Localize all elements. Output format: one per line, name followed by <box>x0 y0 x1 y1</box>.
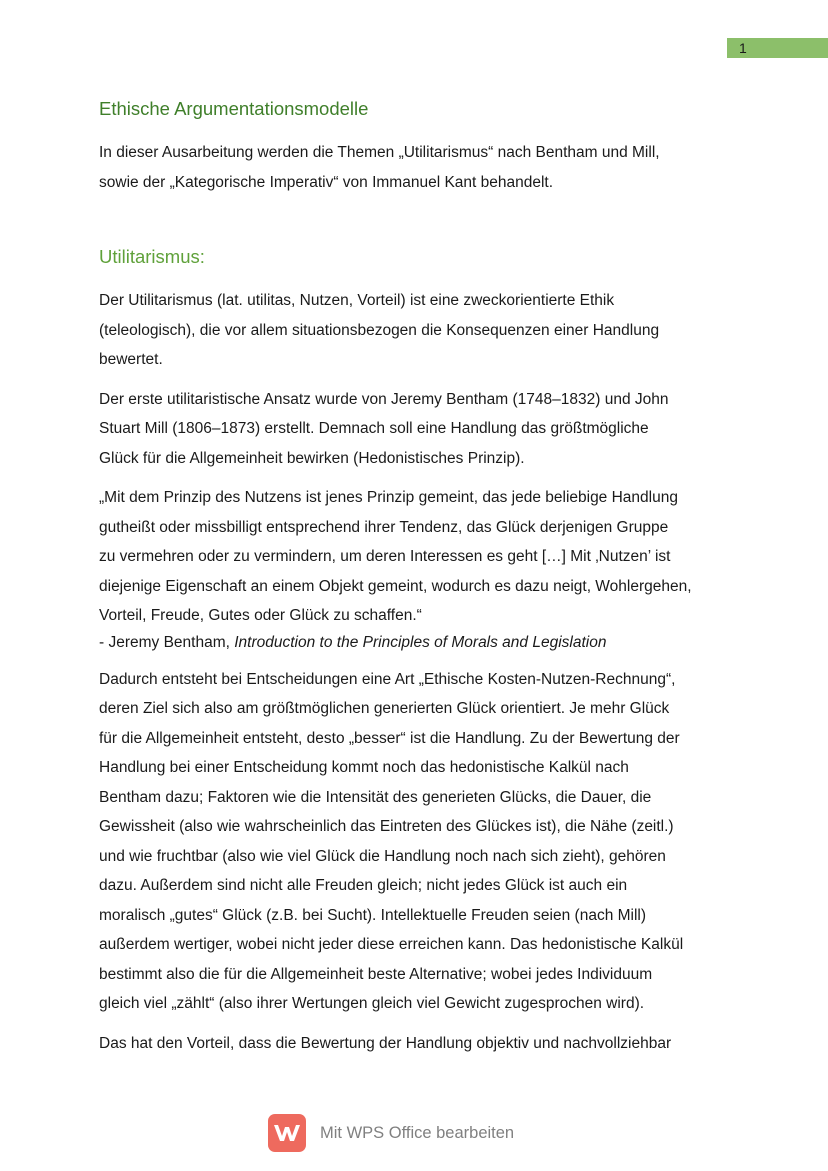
paragraph-calculus <box>99 665 735 1019</box>
text-line: bewertet. <box>99 351 163 368</box>
text-line: deren Ziel sich also am größtmöglichen generierten Glück orientiert. Je mehr Glück <box>99 700 670 717</box>
page-number: 1 <box>739 40 747 56</box>
document-body <box>99 96 735 1058</box>
text-line: Bentham dazu; Faktoren wie die Intensität des generieten Glücks, die Dauer, die <box>99 788 652 806</box>
intro-paragraph <box>99 138 735 197</box>
paragraph-advantage <box>99 1029 735 1059</box>
text-line: sowie der „Kategorische Imperativ“ von Immanuel Kant behandelt. <box>99 173 554 191</box>
text-line: Stuart Mill (1806–1873) erstellt. Demnach soll eine Handlung das größtmögliche <box>99 420 649 437</box>
paragraph-definition <box>99 286 735 375</box>
page-number-tab <box>727 38 828 58</box>
section-heading: Utilitarismus: <box>99 246 205 267</box>
quote-author: - Jeremy Bentham, <box>99 633 235 651</box>
text-line: für die Allgemeinheit entsteht, desto „besser“ ist die Handlung. Zu der Bewertung der <box>99 729 680 747</box>
text-line: moralisch „gutes“ Glück (z.B. bei Sucht). Intellektuelle Freuden seien (nach Mill) <box>99 906 647 924</box>
text-line: Der Utilitarismus (lat. utilitas, Nutzen, Vorteil) ist eine zweckorientierte Ethik <box>99 292 615 309</box>
quote-source <box>99 631 735 655</box>
wps-office-logo-icon <box>268 1114 306 1152</box>
text-line: Vorteil, Freude, Gutes oder Glück zu schaffen.“ <box>99 607 422 624</box>
text-line: Gewissheit (also wie wahrscheinlich das Eintreten des Glückes ist), die Nähe (zeitl.) <box>99 818 674 835</box>
text-line: dazu. Außerdem sind nicht alle Freuden gleich; nicht jedes Glück ist auch ein <box>99 877 628 894</box>
text-line: „Mit dem Prinzip des Nutzens ist jenes Prinzip gemeint, das jede beliebige Handlung <box>99 489 678 506</box>
text-line: bestimmt also die für die Allgemeinheit beste Alternative; wobei jedes Individuum <box>99 965 653 983</box>
text-line: Dadurch entsteht bei Entscheidungen eine Art „Ethische Kosten-Nutzen-Rechnung“, <box>99 670 676 688</box>
text-line: Der erste utilitaristische Ansatz wurde von Jeremy Bentham (1748–1832) und John <box>99 390 669 408</box>
text-line: diejenige Eigenschaft an einem Objekt gemeint, wodurch es dazu neigt, Wohlergehen, <box>99 577 692 595</box>
document-title: Ethische Argumentationsmodelle <box>99 98 369 119</box>
wps-edit-link[interactable] <box>268 1114 514 1152</box>
wps-edit-label: Mit WPS Office bearbeiten <box>320 1123 515 1142</box>
text-line: gleich viel „zählt“ (also ihrer Wertungen gleich viel Gewicht zugesprochen wird). <box>99 995 645 1012</box>
text-line: Das hat den Vorteil, dass die Bewertung der Handlung objektiv und nachvollziehbar <box>99 1034 672 1052</box>
text-line: In dieser Ausarbeitung werden die Themen „Utilitarismus“ nach Bentham und Mill, <box>99 144 660 161</box>
quote-paragraph <box>99 483 735 631</box>
text-line: (teleologisch), die vor allem situationsbezogen die Konsequenzen einer Handlung <box>99 321 660 339</box>
text-line: Handlung bei einer Entscheidung kommt noch das hedonistische Kalkül nach <box>99 759 629 776</box>
text-line: und wie fruchtbar (also wie viel Glück die Handlung noch nach sich zieht), gehören <box>99 847 666 865</box>
paragraph-origin <box>99 385 735 474</box>
quote-work-title: Introduction to the Principles of Morals and Legislation <box>234 633 607 651</box>
text-line: außerdem wertiger, wobei nicht jeder diese erreichen kann. Das hedonistische Kalkül <box>99 936 684 953</box>
text-line: gutheißt oder missbilligt entsprechend ihrer Tendenz, das Glück derjenigen Gruppe <box>99 518 669 536</box>
text-line: zu vermehren oder zu vermindern, um deren Interessen es geht […] Mit ‚Nutzen’ ist <box>99 548 671 565</box>
text-line: Glück für die Allgemeinheit bewirken (Hedonistisches Prinzip). <box>99 449 525 467</box>
